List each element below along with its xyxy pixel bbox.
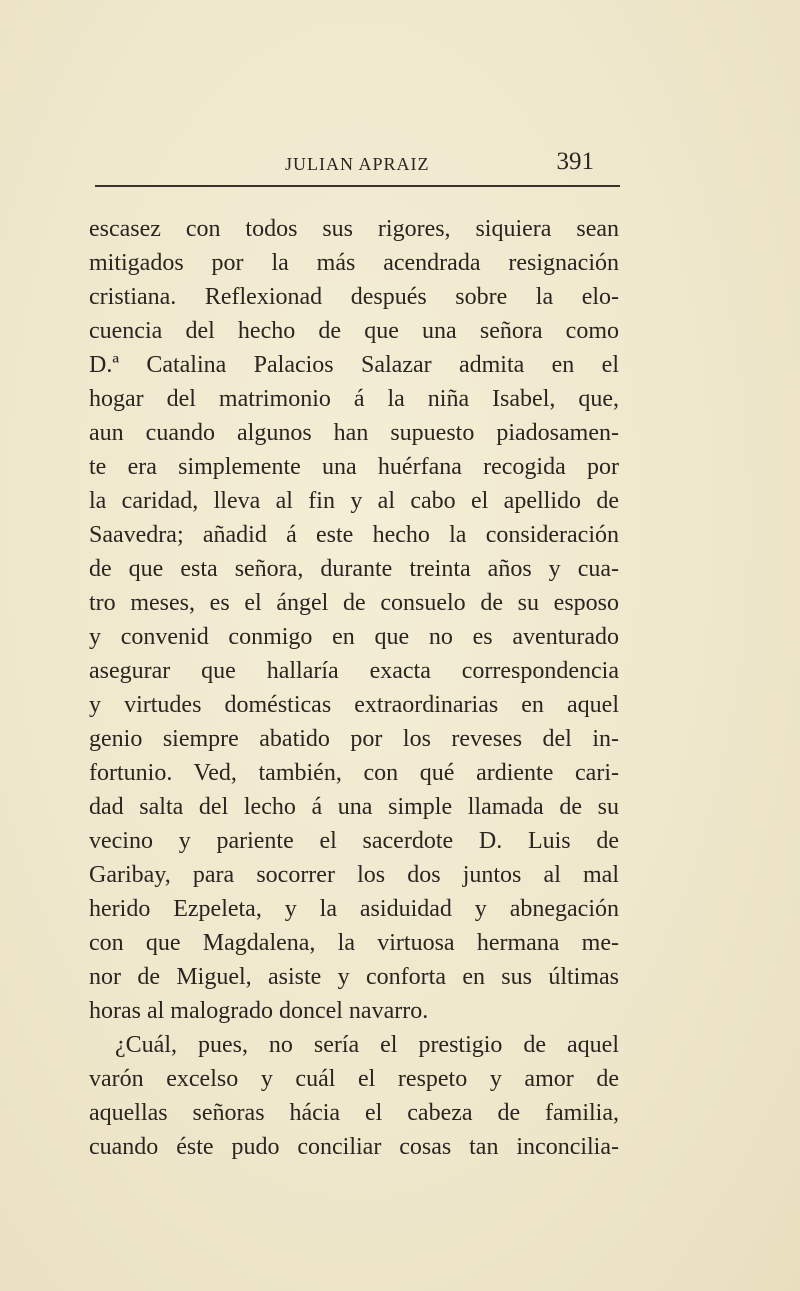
text-line: asegurar que hallaría exacta correspondencia [89,658,619,684]
text-line: dad salta del lecho á una simple llamada de su [89,794,619,820]
text-line: mitigados por la más acendrada resignación [89,250,619,276]
text-line: cristiana. Reflexionad después sobre la elo- [89,284,619,310]
text-line: y virtudes domésticas extraordinarias en aquel [89,692,619,718]
text-line: escasez con todos sus rigores, siquiera sean [89,216,619,242]
body-text [89,212,619,1164]
text-line: varón excelso y cuál el respeto y amor de [89,1066,619,1092]
text-line: vecino y pariente el sacerdote D. Luis de [89,828,619,854]
text-line: con que Magdalena, la virtuosa hermana me- [89,930,619,956]
text-line: aquellas señoras hácia el cabeza de familia, [89,1100,619,1126]
text-line: fortunio. Ved, también, con qué ardiente cari- [89,760,619,786]
running-head [95,150,620,178]
paragraph-start-line: ¿Cuál, pues, no sería el prestigio de aquel [115,1032,619,1058]
text-line: tro meses, es el ángel de consuelo de su esposo [89,590,619,616]
text-line: la caridad, lleva al fin y al cabo el apellido de [89,488,619,514]
paragraph-end-line: horas al malogrado doncel navarro. [89,998,429,1024]
text-line: Saavedra; añadid á este hecho la consideración [89,522,619,548]
text-line: hogar del matrimonio á la niña Isabel, que, [89,386,619,412]
text-line: Garibay, para socorrer los dos juntos al mal [89,862,619,888]
text-line: herido Ezpeleta, y la asiduidad y abnegación [89,896,619,922]
page-number: 391 [556,148,594,175]
text-line: cuando éste pudo conciliar cosas tan inconcilia- [89,1134,619,1160]
text-line: genio siempre abatido por los reveses del in- [89,726,619,752]
text-line: nor de Miguel, asiste y conforta en sus últimas [89,964,619,990]
text-line: cuencia del hecho de que una señora como [89,318,619,344]
running-head-author: JULIAN APRAIZ [285,154,430,174]
text-line: D.ª Catalina Palacios Salazar admita en el [89,352,619,378]
text-line: y convenid conmigo en que no es aventurado [89,624,619,650]
header-rule [95,185,620,187]
text-line: aun cuando algunos han supuesto piadosamen- [89,420,619,446]
text-line: te era simplemente una huérfana recogida por [89,454,619,480]
text-line: de que esta señora, durante treinta años y cua- [89,556,619,582]
